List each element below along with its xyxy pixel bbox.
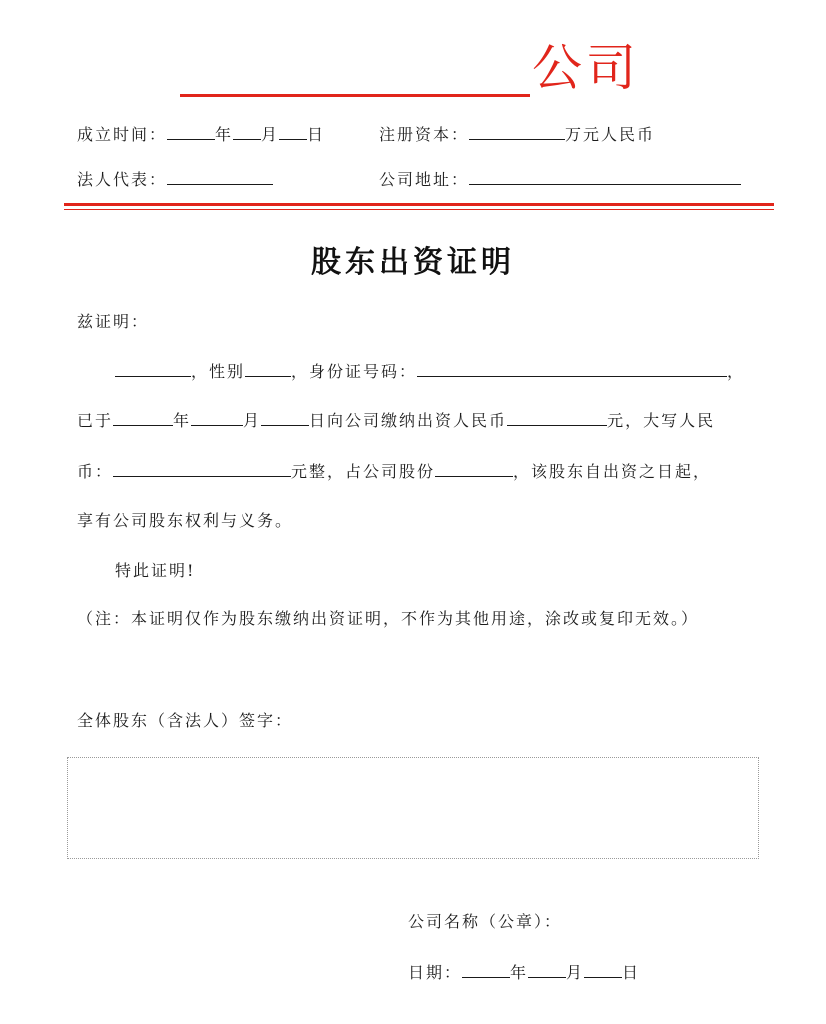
share-percent-blank[interactable] [435, 460, 513, 477]
closing-text: 特此证明! [115, 561, 196, 580]
paid-month-blank[interactable] [191, 409, 243, 426]
registered-capital-label: 注册资本： [379, 125, 470, 144]
company-address-row [379, 168, 741, 191]
footer-month-blank[interactable] [528, 961, 566, 978]
header-divider-thick [64, 203, 774, 206]
body-line-3 [77, 460, 711, 483]
body-line-2 [77, 409, 715, 432]
signature-box[interactable] [67, 757, 759, 859]
paid-month-unit: 月 [243, 411, 262, 430]
established-date-row [77, 123, 325, 146]
paid-day-text: 日向公司缴纳出资人民币 [309, 411, 508, 430]
id-number-blank[interactable] [417, 360, 727, 377]
salutation: 兹证明： [77, 312, 150, 331]
header-divider-thin [64, 209, 774, 210]
gender-blank[interactable] [245, 360, 291, 377]
shareholder-name-blank[interactable] [115, 360, 191, 377]
footer-year-unit: 年 [510, 963, 529, 982]
amount-figures-blank[interactable] [507, 409, 607, 426]
established-month-unit: 月 [261, 125, 280, 144]
paid-on-label: 已于 [77, 411, 114, 430]
paid-day-blank[interactable] [261, 409, 309, 426]
paid-year-blank[interactable] [113, 409, 173, 426]
document-title: 股东出资证明 [311, 245, 515, 280]
established-month-blank[interactable] [233, 123, 261, 140]
established-year-unit: 年 [215, 125, 234, 144]
id-number-label: ，身份证号码： [291, 362, 418, 381]
footer-year-blank[interactable] [462, 961, 510, 978]
footer-date-row [408, 961, 640, 984]
footer-day-blank[interactable] [584, 961, 622, 978]
capital-unit: 万元人民币 [565, 125, 656, 144]
company-seal-label: 公司名称（公章）： [408, 912, 563, 931]
amount-words-blank[interactable] [113, 460, 291, 477]
legal-rep-row [77, 168, 273, 191]
footer-month-unit: 月 [566, 963, 585, 982]
registered-capital-row [379, 123, 655, 146]
footer-date-label: 日期： [408, 963, 463, 982]
share-label: 元整，占公司股份 [291, 462, 436, 481]
established-label: 成立时间： [77, 125, 168, 144]
rights-text: 享有公司股东权利与义务。 [77, 511, 294, 530]
legal-rep-label: 法人代表： [77, 170, 168, 189]
established-year-blank[interactable] [167, 123, 215, 140]
company-name-blank[interactable] [180, 94, 530, 97]
established-day-blank[interactable] [279, 123, 307, 140]
enjoy-from-text: ，该股东自出资之日起， [513, 462, 712, 481]
currency-label: 币： [77, 462, 114, 481]
company-address-label: 公司地址： [379, 170, 470, 189]
gender-label: ，性别 [191, 362, 246, 381]
line-1-end: ， [727, 362, 746, 381]
body-line-1 [115, 360, 745, 383]
established-day-unit: 日 [307, 125, 326, 144]
disclaimer-note: （注：本证明仅作为股东缴纳出资证明，不作为其他用途，涂改或复印无效。） [77, 609, 700, 628]
registered-capital-blank[interactable] [469, 123, 565, 140]
amount-daxie-label: 元，大写人民 [607, 411, 716, 430]
signature-label: 全体股东（含法人）签字： [77, 711, 294, 730]
footer-day-unit: 日 [622, 963, 641, 982]
paid-year-unit: 年 [173, 411, 192, 430]
legal-rep-blank[interactable] [167, 168, 273, 185]
company-suffix: 公司 [532, 39, 640, 97]
company-address-blank[interactable] [469, 168, 741, 185]
